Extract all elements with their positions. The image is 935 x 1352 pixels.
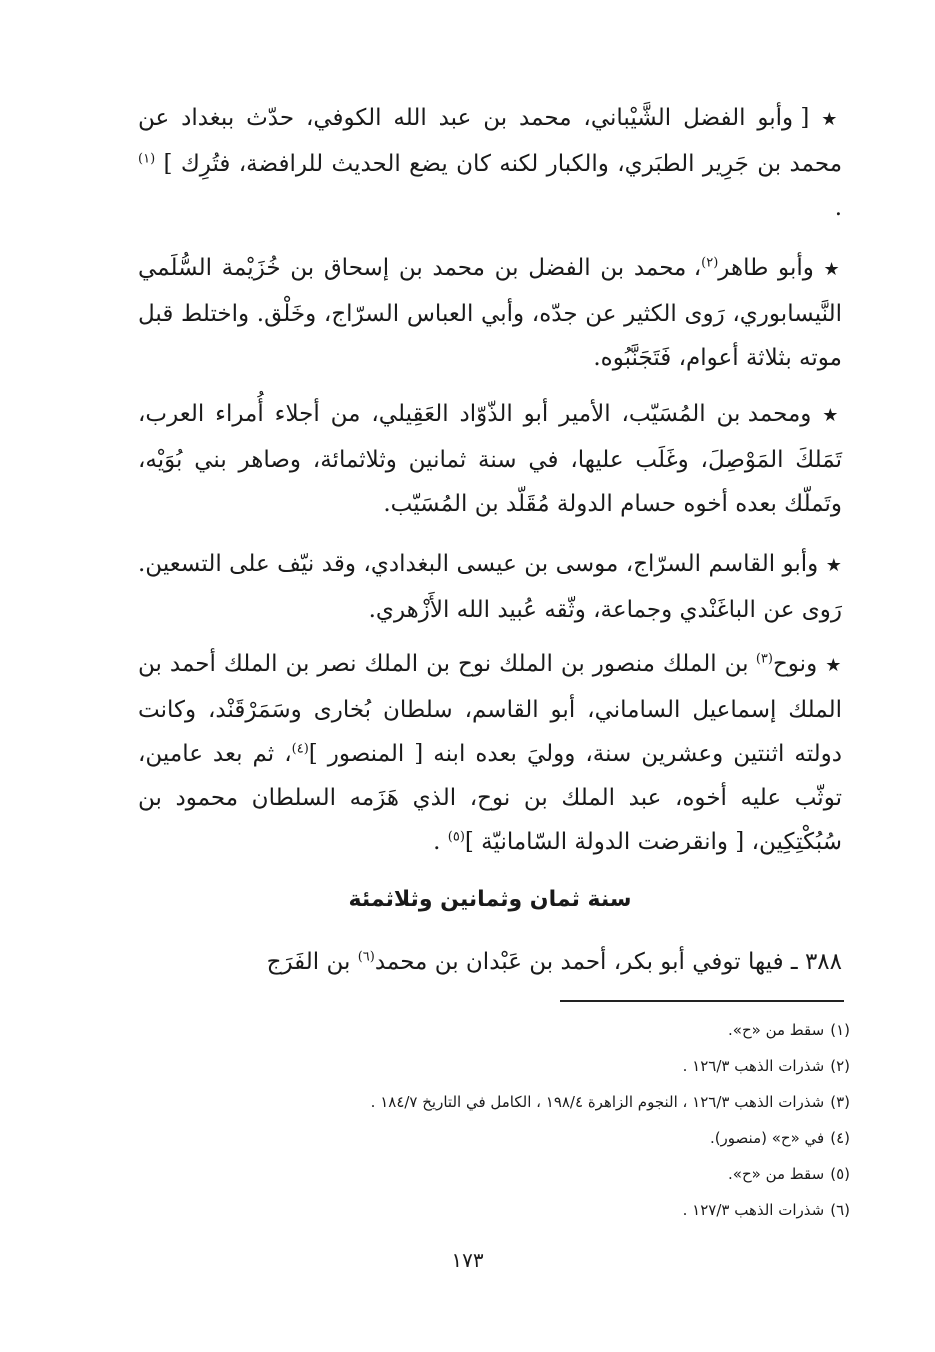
footnote-number: (١) [830, 1021, 850, 1039]
paragraph-text [138, 642, 842, 864]
footnote [200, 1084, 850, 1120]
footnote-text: في «ح» (منصور). [709, 1129, 825, 1147]
page-number: ١٧٣ [451, 1248, 484, 1272]
star-bullet-icon: ★ [821, 109, 842, 130]
footnote-divider [560, 1000, 844, 1002]
paragraph-segment: ومحمد بن المُسَيّب، الأمير أبو الذّوّاد العَقِيلي، من أجلاء أُمراء العرب، تَمَلكَ المَوْصِلَ، وغَلَب عليها، في سنة ثمانين وثلاثمائة، وصاهر بني بُوَيْه، وتَملّك بعده أخوه حسام الدولة مُقَلّد بن المُسَيّب. [138, 401, 842, 517]
entry-388 [138, 940, 842, 984]
paragraph-segment: بن الفَرَج [266, 949, 358, 975]
paragraph-text [138, 542, 842, 632]
footnote-number: (٤) [830, 1129, 850, 1147]
footnote [200, 1192, 850, 1228]
paragraph-nuh [138, 642, 842, 864]
footnote-ref[interactable]: (١) [138, 151, 156, 167]
footnote-text: شذرات الذهب ١٢٧/٣ . [682, 1201, 825, 1219]
paragraph-segment: [ وأبو الفضل الشَّيْباني، محمد بن عبد الله الكوفي، حدّث ببغداد عن محمد بن جَرِير الطبَري، والكبار لكنه كان يضع الحديث للرافضة، فتُرِك ] [138, 105, 843, 177]
paragraph-segment: . [433, 829, 448, 855]
footnote-number: (٣) [830, 1093, 850, 1111]
paragraph-abu-tahir [138, 246, 842, 380]
paragraph-abu-al-qasim-al-sarraj [138, 542, 842, 632]
paragraph-text [138, 246, 842, 380]
paragraph-segment: بن الملك منصور بن الملك نوح بن الملك نصر بن الملك أحمد بن الملك إسماعيل الساماني، أبو القاسم، سلطان بُخارى وسَمَرْقَنْد، وكانت دولته اثنتين وعشرين سنة، ووليَ بعده ابنه [ المنصور ] [138, 651, 842, 767]
footnote [200, 1048, 850, 1084]
paragraph-segment: . [834, 195, 842, 221]
footnote-ref[interactable]: (٤) [291, 741, 309, 757]
paragraph-muhammad-ibn-al-musayyab [138, 392, 842, 526]
paragraph-text [138, 940, 842, 984]
paragraph-segment: ، ثم بعد عامين، توثّب عليه أخوه، عبد الملك بن نوح، الذي هَزَمه السلطان محمود بن سُبُكْتِكِين، [ وانقرضت الدولة السّامانيّة ] [138, 741, 842, 855]
footnote-number: (٢) [830, 1057, 850, 1075]
footnote-ref[interactable]: (٣) [755, 651, 773, 667]
star-bullet-icon: ★ [825, 555, 843, 576]
paragraph-segment: ونوح [772, 651, 818, 677]
footnote-ref[interactable]: (٥) [447, 829, 465, 845]
footnote-text: شذرات الذهب ١٢٦/٣ ، النجوم الزاهرة ١٩٨/٤ ، الكامل في التاريخ ١٨٤/٧ . [370, 1093, 825, 1111]
paragraph-segment: وأبو طاهر [718, 255, 814, 281]
footnote-number: (٥) [830, 1165, 850, 1183]
footnote-ref[interactable]: (٢) [701, 255, 719, 271]
star-bullet-icon: ★ [825, 655, 843, 676]
paragraph-segment: ، محمد بن الفضل بن محمد بن إسحاق بن خُزَيْمة السُّلَمي النَّيسابوري، رَوى الكثير عن جدّه، وأبي العباس السرّاج، وخَلْق. واختلط قبل موته بثلاثة أعوام، فَتَجَنَّبُوه. [138, 255, 842, 371]
footnote-number: (٦) [830, 1201, 850, 1219]
star-bullet-icon: ★ [823, 259, 843, 280]
footnotes [200, 1012, 850, 1228]
footnote-ref[interactable]: (٦) [357, 949, 375, 965]
paragraph-abu-al-fadl [138, 96, 842, 230]
paragraph-text [138, 392, 842, 526]
footnote-text: سقط من «ح». [728, 1021, 825, 1039]
paragraph-segment: وأبو القاسم السرّاج، موسى بن عيسى البغدادي، وقد نيّف على التسعين. رَوى عن الباغَنْدي وجماعة، وثّقه عُبيد الله الأَزْهري. [138, 551, 842, 623]
footnote-text: سقط من «ح». [728, 1165, 825, 1183]
footnote [200, 1120, 850, 1156]
star-bullet-icon: ★ [822, 405, 843, 426]
paragraph-text [138, 96, 842, 230]
footnote-text: شذرات الذهب ١٢٦/٣ . [682, 1057, 825, 1075]
footnote [200, 1012, 850, 1048]
footnote [200, 1156, 850, 1192]
paragraph-segment: ٣٨٨ ـ فيها توفي أبو بكر، أحمد بن عَبْدان بن محمد [374, 949, 842, 975]
section-heading: سنة ثمان وثمانين وثلاثمئة [348, 887, 632, 912]
